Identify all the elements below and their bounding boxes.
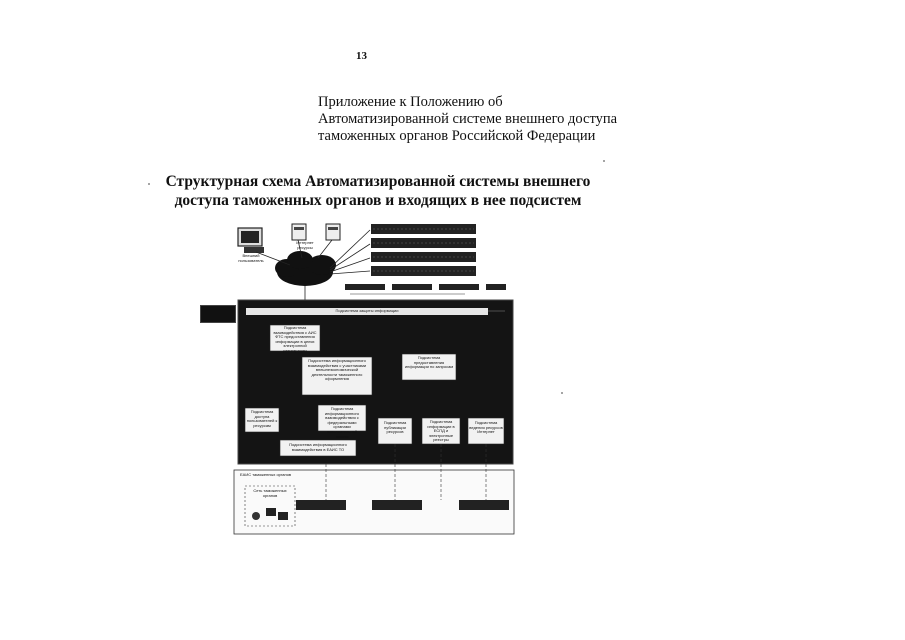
subsystem-box-1: Подсистема взаимодействия с АИС ФТС предоставления информации в целях электронной регистрации bbox=[273, 325, 317, 353]
subsystem-box-5: Подсистема информационного взаимодействия с федеральными органами исполнительной власти bbox=[324, 406, 360, 439]
subsystem-box-4: Подсистема доступа пользователей к ресурсам bbox=[246, 409, 278, 428]
page-number: 13 bbox=[356, 50, 367, 62]
user-label: Внешний пользователь bbox=[238, 253, 264, 263]
internet-resources-label: Интернет ресурсы bbox=[296, 240, 314, 250]
annex-line-1: Приложение к Положению об bbox=[318, 94, 503, 110]
subsystem-box-3: Подсистема предоставления информации по запросам bbox=[404, 355, 454, 370]
user-computer-icon bbox=[238, 228, 264, 253]
subsystem-box-7: Подсистема публикации ресурсов bbox=[383, 420, 407, 435]
server-icon bbox=[326, 224, 340, 240]
subsystem-box-2: Подсистема информационного взаимодействия с участниками внешнеэкономической деятельности таможенного оформления bbox=[307, 358, 367, 382]
network-label: Сеть таможенных органов bbox=[253, 488, 287, 498]
subsystem-box-9: Подсистема ведения ресурсов Интернет bbox=[469, 420, 503, 435]
annex-line-3: таможенных органов Российской Федерации bbox=[318, 128, 596, 144]
server-icon bbox=[292, 224, 306, 240]
eais-label: ЕАИС таможенных органов bbox=[240, 472, 292, 477]
title-line-1: Структурная схема Автоматизированной системы внешнего bbox=[165, 173, 591, 190]
protection-bar-label: Подсистема защиты информации bbox=[335, 308, 399, 313]
network-cloud-icon bbox=[275, 251, 336, 286]
annex-line-2: Автоматизированной системе внешнего доступа bbox=[318, 111, 618, 127]
subsystem-box-6: Подсистема информационного взаимодействия в ЕАИС ТО bbox=[289, 442, 347, 452]
title-line-2: доступа таможенных органов и входящих в нее подсистем bbox=[174, 192, 582, 209]
subsystem-box-8: Подсистема информации в ЕСПД и электронные реестры bbox=[427, 419, 455, 443]
